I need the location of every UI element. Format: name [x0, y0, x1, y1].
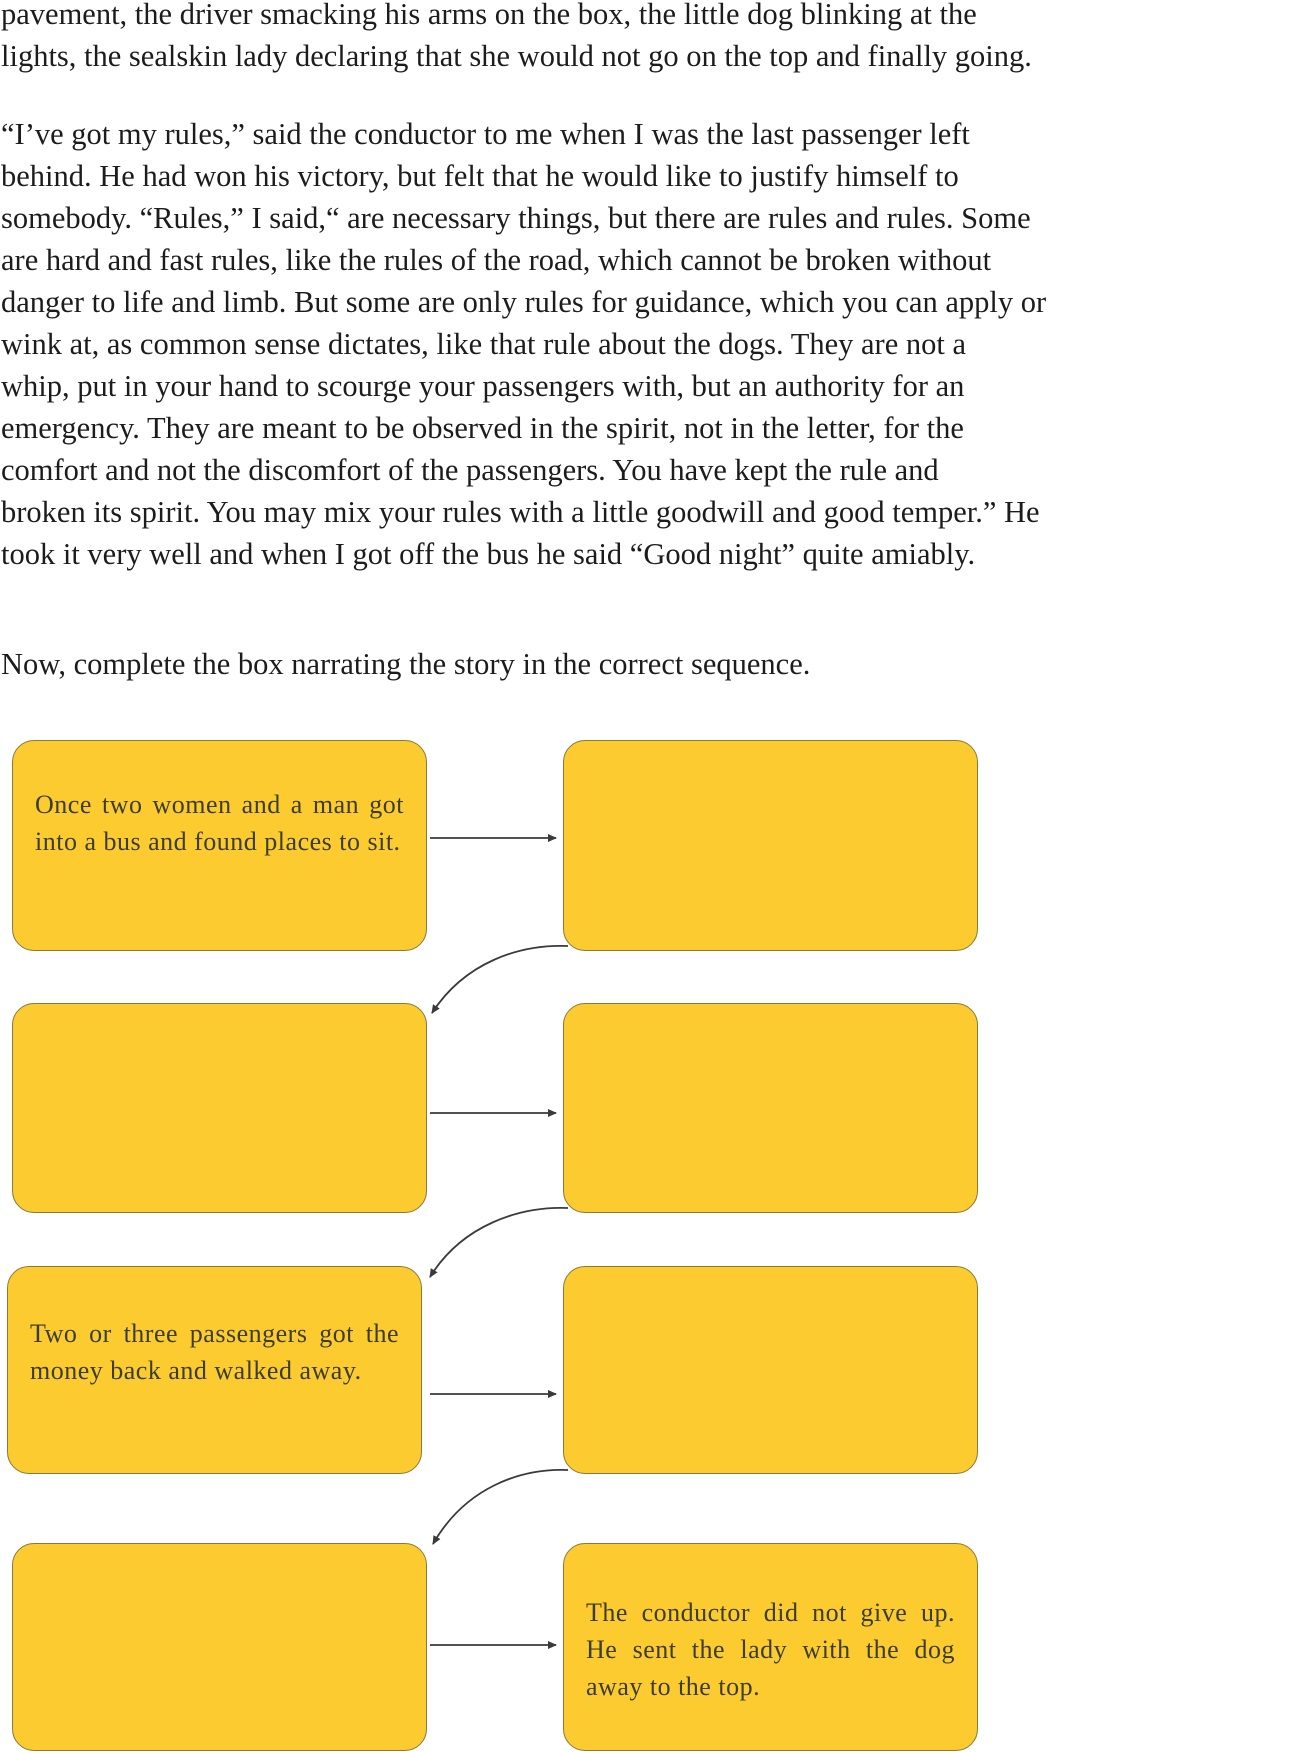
- passage-line: “I’ve got my rules,” said the conductor to me when I was the last passenger left: [1, 117, 970, 151]
- flow-box-text: Once two women and a man got into a bus and found places to sit.: [35, 790, 404, 856]
- arrow-curve-3: [433, 1470, 568, 1544]
- passage-line: lights, the sealskin lady declaring that she would not go on the top and finally going.: [1, 39, 1032, 73]
- passage-line: broken its spirit. You may mix your rules with a little goodwill and good temper.” He: [1, 495, 1040, 529]
- passage-line: behind. He had won his victory, but felt that he would like to justify himself to: [1, 159, 959, 193]
- passage-line: are hard and fast rules, like the rules of the road, which cannot be broken without: [1, 243, 992, 277]
- passage-line: emergency. They are meant to be observed in the spirit, not in the letter, for the: [1, 411, 964, 445]
- flow-box-text: The conductor did not give up. He sent the lady with the dog away to the top.: [586, 1598, 955, 1701]
- flow-box-text: Two or three passengers got the money back and walked away.: [30, 1319, 399, 1385]
- arrow-curve-1: [432, 946, 568, 1013]
- passage-line: danger to life and limb. But some are only rules for guidance, which you can apply or: [1, 285, 1047, 319]
- instruction-line: Now, complete the box narrating the story in the correct sequence.: [1, 647, 811, 681]
- passage-line: took it very well and when I got off the bus he said “Good night” quite amiably.: [1, 537, 976, 571]
- arrow-curve-2: [430, 1208, 568, 1277]
- passage-line: wink at, as common sense dictates, like that rule about the dogs. They are not a: [1, 327, 967, 361]
- passage-line: whip, put in your hand to scourge your passengers with, but an authority for an: [1, 369, 965, 403]
- passage-line: somebody. “Rules,” I said,“ are necessary things, but there are rules and rules. Some: [1, 201, 1031, 235]
- passage-line: pavement, the driver smacking his arms on the box, the little dog blinking at the: [1, 0, 977, 31]
- passage-line: comfort and not the discomfort of the passengers. You have kept the rule and: [1, 453, 939, 487]
